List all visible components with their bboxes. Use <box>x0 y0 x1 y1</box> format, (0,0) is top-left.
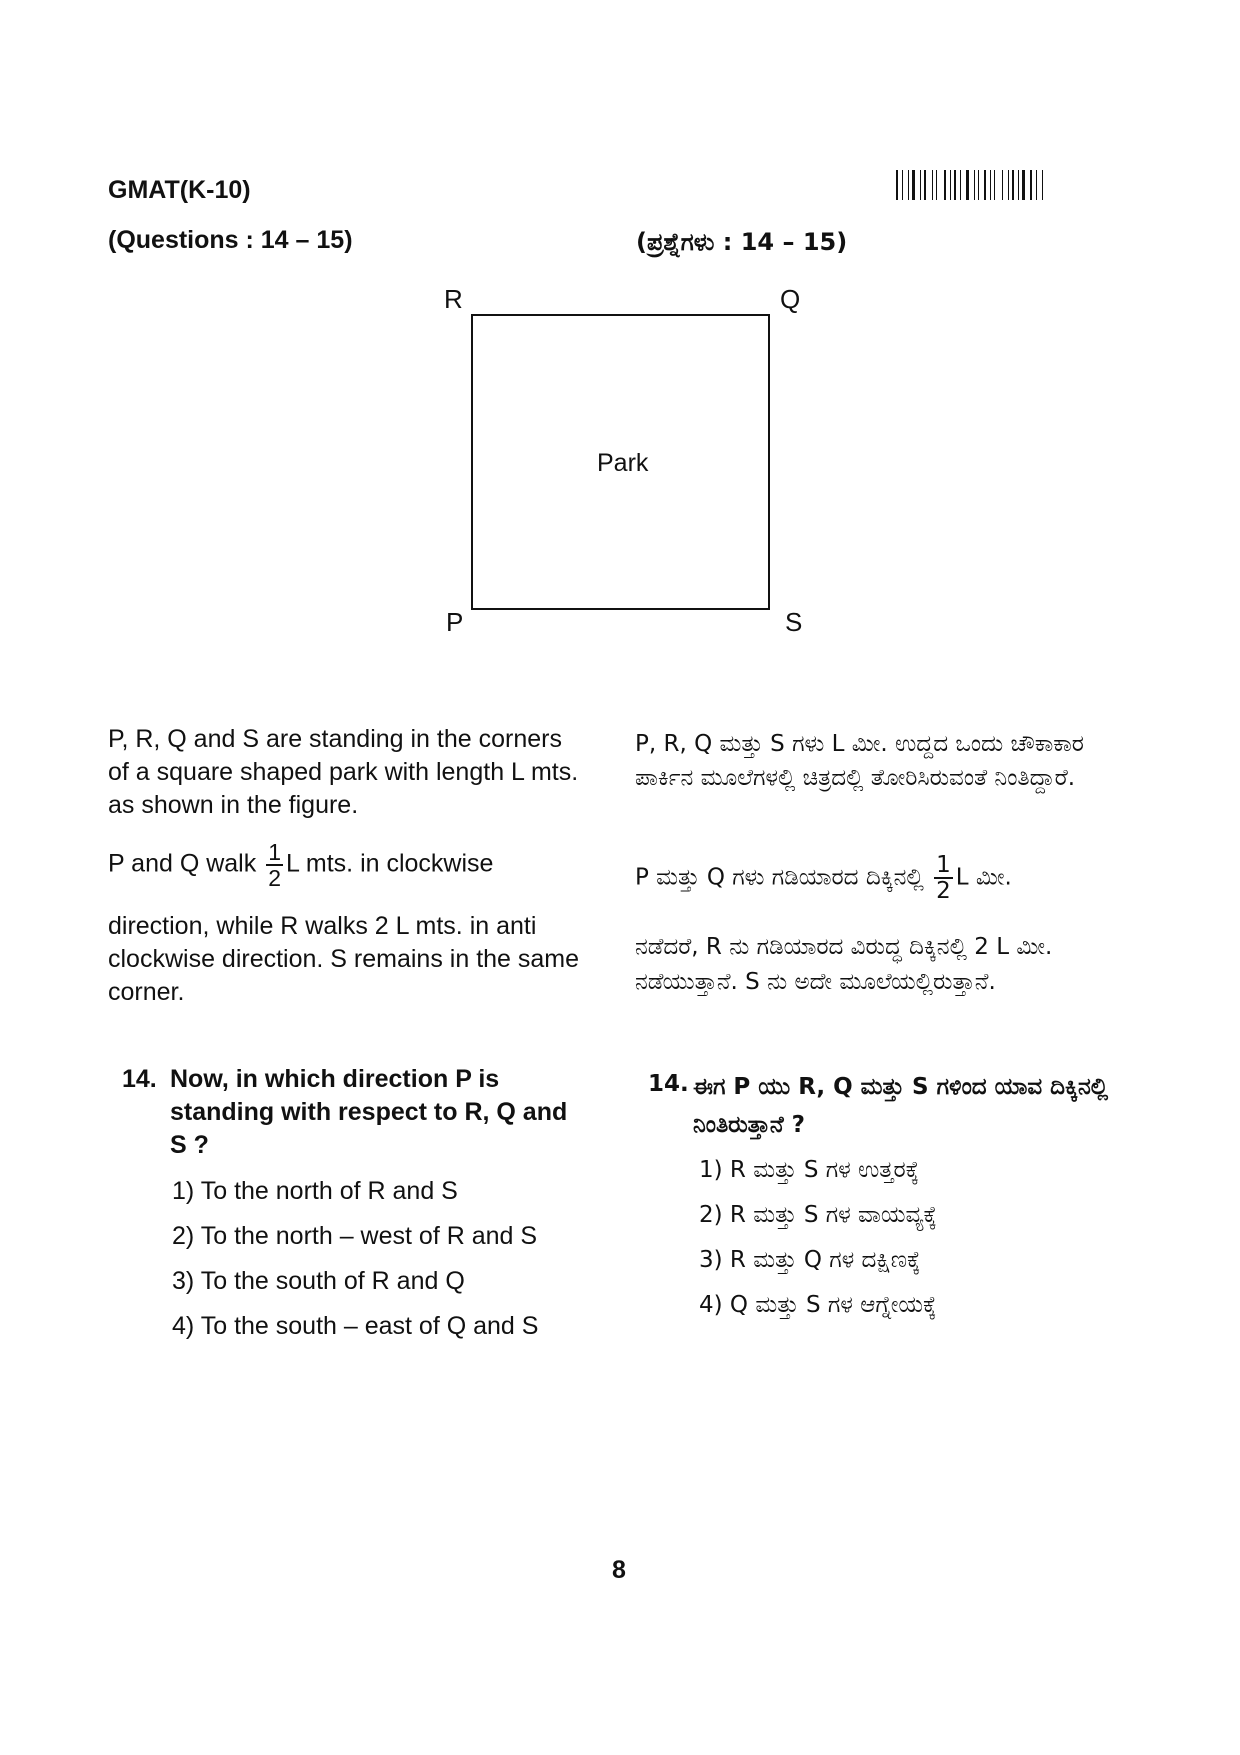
english-option-1: 1) To the north of R and S <box>172 1177 458 1205</box>
kannada-option-1: 1) R ಮತ್ತು S ಗಳ ಉತ್ತರಕ್ಕೆ <box>699 1157 920 1183</box>
kannada-question-text: ಈಗ P ಯು R, Q ಮತ್ತು S ಗಳಿಂದ ಯಾವ ದಿಕ್ಕಿನಲ್ಲಿ ನಿಂತಿರುತ್ತಾನೆ ? <box>693 1074 1109 1138</box>
english-option-2: 2) To the north – west of R and S <box>172 1222 538 1250</box>
barcode-graphic <box>896 170 1110 200</box>
kannada-option-2: 2) R ಮತ್ತು S ಗಳ ವಾಯವ್ಯಕ್ಕೆ <box>699 1202 937 1228</box>
fraction-half-en <box>266 840 283 890</box>
exam-code: GMAT(K-10) <box>108 176 251 204</box>
park-label: Park <box>597 449 649 477</box>
page-number: 8 <box>612 1556 626 1584</box>
fraction-numerator: 1 <box>268 839 281 865</box>
fraction-numerator-kn: 1 <box>936 852 951 878</box>
english-para-1: P, R, Q and S are standing in the corners of a square shaped park with length L mts. as shown in the figure. <box>108 725 579 819</box>
english-option-4: 4) To the south – east of Q and S <box>172 1312 539 1340</box>
english-option-3: 3) To the south of R and Q <box>172 1267 465 1295</box>
english-question-number: 14. <box>122 1065 157 1093</box>
questions-range-kn: (ಪ್ರಶ್ನೆಗಳು : 14 – 15) <box>636 228 848 256</box>
kannada-para-2-start: P ಮತ್ತು Q ಗಳು ಗಡಿಯಾರದ ದಿಕ್ಕಿನಲ್ಲಿ <box>635 864 924 891</box>
kannada-question-number: 14. <box>648 1071 689 1097</box>
corner-label-s: S <box>785 607 803 637</box>
english-options <box>172 1169 592 1349</box>
corner-label-q: Q <box>780 284 801 314</box>
corner-label-r: R <box>444 284 463 314</box>
english-para-2-after: L mts. in clockwise <box>285 849 494 878</box>
kannada-para-2-rest: ನಡೆದರೆ, R ನು ಗಡಿಯಾರದ ವಿರುದ್ಧ ದಿಕ್ಕಿನಲ್ಲಿ 2 L ಮೀ. ನಡೆಯುತ್ತಾನೆ. S ನು ಅದೇ ಮೂಲೆಯಲ್ಲಿರುತ್ತಾನೆ. <box>635 934 1053 995</box>
questions-range-en: (Questions : 14 – 15) <box>108 226 353 254</box>
kannada-para-1: P, R, Q ಮತ್ತು S ಗಳು L ಮೀ. ಉದ್ದದ ಒಂದು ಚೌಕಾಕಾರ ಪಾರ್ಕಿನ ಮೂಲೆಗಳಲ್ಲಿ ಚಿತ್ರದಲ್ಲಿ ತೋರಿಸಿರುವಂತೆ ನಿಂತಿದ್ದಾರೆ. <box>635 731 1084 791</box>
barcode <box>896 170 1110 200</box>
fraction-denominator-kn: 2 <box>936 878 951 904</box>
english-para-2-start: P and Q walk <box>108 849 257 878</box>
kannada-options <box>699 1148 1119 1328</box>
kannada-option-4: 4) Q ಮತ್ತು S ಗಳ ಆಗ್ನೇಯಕ್ಕೆ <box>699 1292 937 1318</box>
fraction-denominator: 2 <box>268 865 281 891</box>
english-para-2-rest: direction, while R walks 2 L mts. in anti clockwise direction. S remains in the same corner. <box>108 912 580 1006</box>
corner-label-p: P <box>446 607 464 637</box>
kannada-para-2-first-line <box>635 853 1155 903</box>
fraction-half-kn <box>934 853 953 903</box>
english-para-2-first-line <box>108 840 588 890</box>
kannada-option-3: 3) R ಮತ್ತು Q ಗಳ ದಕ್ಷಿಣಕ್ಕೆ <box>699 1247 921 1273</box>
english-question-text: Now, in which direction P is standing with respect to R, Q and S ? <box>170 1065 568 1159</box>
kannada-para-2-after: L ಮೀ. <box>955 864 1012 891</box>
